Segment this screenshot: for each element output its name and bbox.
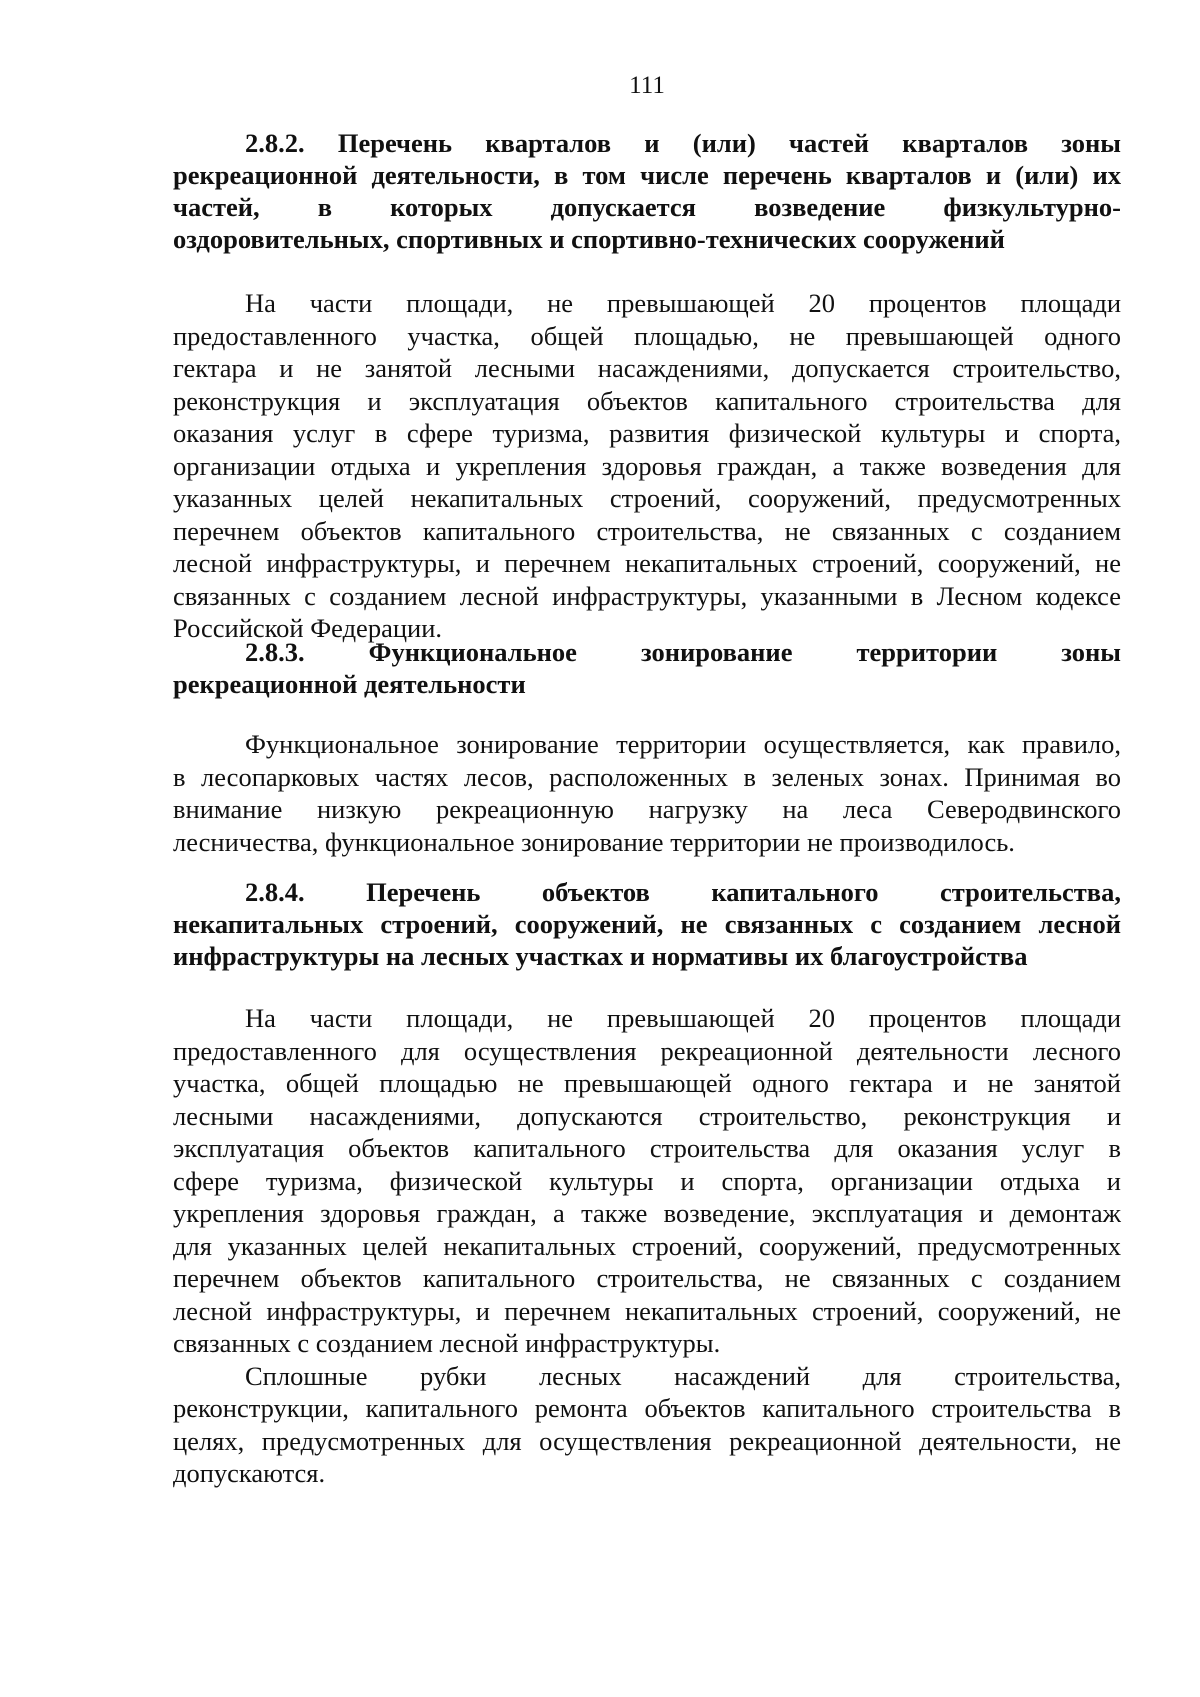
page-number: 111 [629,72,665,99]
paragraph-line: эксплуатация объектов капитального строительства для оказания услуг в [173,1133,1121,1163]
heading-line: частей, в которых допускается возведение физкультурно- [173,192,1121,222]
paragraph-line: На части площади, не превышающей 20 процентов площади [245,1003,1121,1033]
heading-line: рекреационной деятельности, в том числе перечень кварталов и (или) их [173,160,1121,190]
paragraph-line: Российской Федерации. [173,613,442,643]
paragraph-line: участка, общей площадью не превышающей одного гектара и не занятой [173,1068,1121,1098]
paragraph-line: допускаются. [173,1458,326,1488]
section-heading [173,636,1121,700]
body-paragraph [173,728,1121,858]
paragraph-line: лесными насаждениями, допускаются строительство, реконструкция и [173,1100,1121,1131]
heading-line: 2.8.4. Перечень объектов капитального строительства, [245,877,1121,907]
paragraph-line: гектара и не занятой лесными насаждениями, допускается строительство, [173,353,1121,383]
body-paragraph [173,287,1121,645]
paragraph-line: для указанных целей некапитальных строений, сооружений, предусмотренных [173,1230,1121,1261]
paragraph-line: На части площади, не превышающей 20 процентов площади [245,288,1121,318]
heading-line: рекреационной деятельности [173,669,526,699]
paragraph-line: внимание низкую рекреационную нагрузку на леса Северодвинского [173,794,1121,824]
paragraph-line: перечнем объектов капитального строительства, не связанных с созданием [173,1263,1121,1293]
paragraph-line: указанных целей некапитальных строений, сооружений, предусмотренных [173,483,1121,513]
paragraph-line: предоставленного участка, общей площадью, не превышающей одного [173,320,1121,351]
paragraph-line: сфере туризма, физической культуры и спорта, организации отдыха и [173,1165,1121,1196]
section-2-8-2 [173,127,1121,645]
section-2-8-4 [173,876,1121,1490]
section-2-8-3 [173,636,1121,858]
paragraph-line: лесничества, функциональное зонирование территории не производилось. [173,826,1015,857]
paragraph-line: лесной инфраструктуры, и перечнем некапитальных строений, сооружений, не [173,548,1121,578]
paragraph-line: Сплошные рубки лесных насаждений для строительства, [245,1360,1121,1391]
paragraph-line: предоставленного для осуществления рекреационной деятельности лесного [173,1035,1121,1066]
paragraph-line: перечнем объектов капитального строительства, не связанных с созданием [173,515,1121,546]
paragraph-line: оказания услуг в сфере туризма, развития физической культуры и спорта, [173,418,1121,448]
heading-line: некапитальных строений, сооружений, не связанных с созданием лесной [173,909,1121,939]
paragraph-line: организации отдыха и укрепления здоровья граждан, а также возведения для [173,450,1121,481]
heading-line: инфраструктуры на лесных участках и нормативы их благоустройства [173,941,1028,971]
paragraph-line: целях, предусмотренных для осуществления рекреационной деятельности, не [173,1425,1121,1456]
paragraph-line: связанных с созданием лесной инфраструктуры. [173,1328,721,1358]
paragraph-line: лесной инфраструктуры, и перечнем некапитальных строений, сооружений, не [173,1295,1121,1326]
paragraph-line: связанных с созданием лесной инфраструктуры, указанными в Лесном кодексе [173,580,1121,611]
paragraph-line: в лесопарковых частях лесов, расположенных в зеленых зонах. Принимая во [173,761,1121,792]
body-paragraph [173,1360,1121,1490]
paragraph-line: реконструкция и эксплуатация объектов капитального строительства для [173,385,1121,416]
heading-line: оздоровительных, спортивных и спортивно-технических сооружений [173,224,1005,254]
body-paragraph [173,1002,1121,1360]
section-heading [173,876,1121,972]
heading-line: 2.8.3. Функциональное зонирование территории зоны [245,637,1121,667]
heading-line: 2.8.2. Перечень кварталов и (или) частей кварталов зоны [245,128,1121,158]
section-heading [173,127,1121,255]
paragraph-line: реконструкции, капитального ремонта объектов капитального строительства в [173,1393,1121,1423]
paragraph-line: Функциональное зонирование территории осуществляется, как правило, [245,729,1121,759]
paragraph-line: укрепления здоровья граждан, а также возведение, эксплуатация и демонтаж [173,1198,1121,1228]
